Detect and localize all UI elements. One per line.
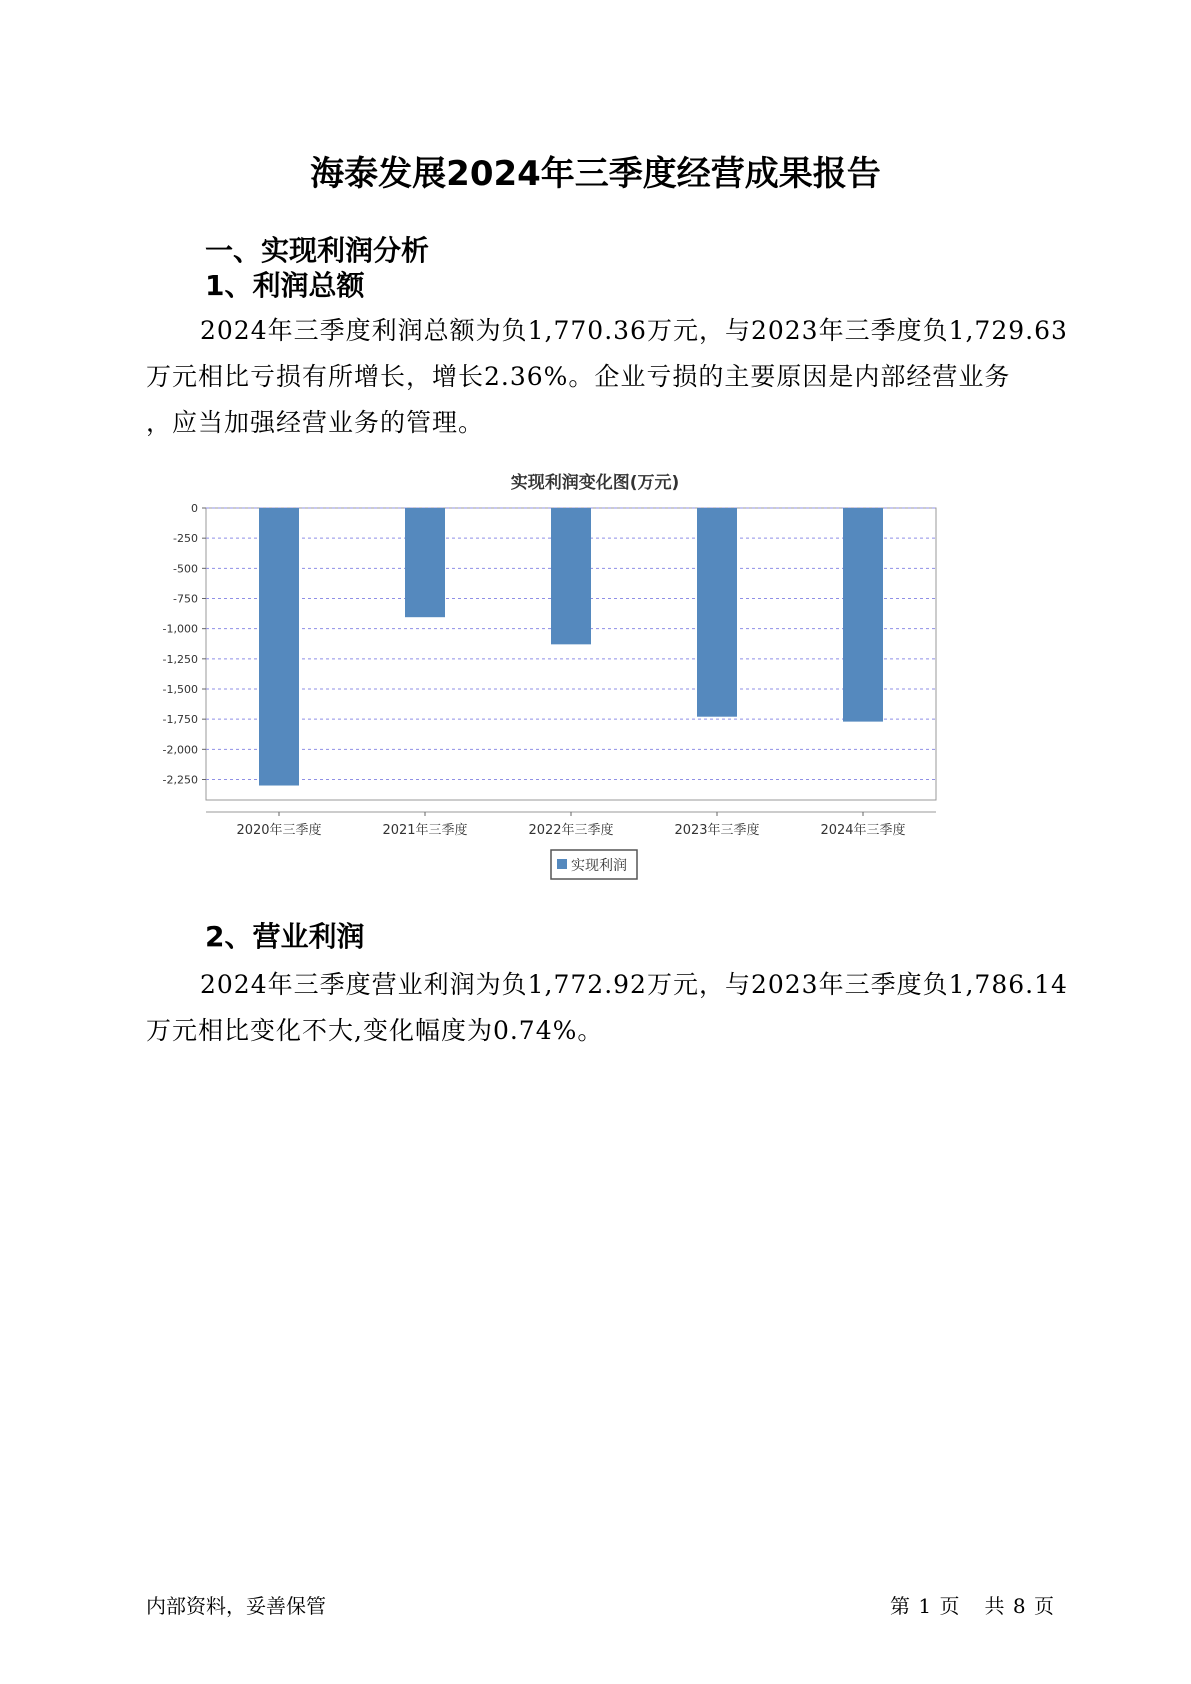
- paragraph-line: 万元相比变化不大,变化幅度为0.74%。: [146, 1016, 604, 1045]
- y-tick-label: -1,750: [162, 713, 198, 727]
- total-profit-paragraph: [146, 308, 1076, 446]
- y-tick-label: 0: [191, 502, 198, 515]
- y-tick-label: -750: [173, 592, 198, 606]
- bar: [697, 508, 737, 717]
- y-tick-label: -1,000: [162, 622, 198, 636]
- x-tick-label: 2020年三季度: [236, 823, 322, 838]
- subheading-total-profit: 1、利润总额: [205, 269, 365, 302]
- page-suffix: 页: [939, 1594, 960, 1618]
- x-tick-label: 2023年三季度: [674, 823, 760, 838]
- x-tick-label: 2024年三季度: [820, 823, 906, 838]
- total-prefix: 共: [984, 1594, 1005, 1618]
- y-tick-label: -250: [173, 532, 198, 546]
- total-pages: 8: [1012, 1594, 1026, 1618]
- bar: [405, 508, 445, 617]
- profit-bar-chart: [160, 473, 1030, 888]
- y-tick-label: -2,000: [162, 743, 198, 757]
- footer-confidential-note: 内部资料，妥善保管: [146, 1594, 326, 1618]
- page-prefix: 第: [890, 1594, 910, 1618]
- section-heading-profit-analysis: 一、实现利润分析: [205, 234, 430, 267]
- page-number: 1: [918, 1594, 932, 1618]
- chart-title: 实现利润变化图(万元): [510, 473, 680, 493]
- paragraph-line: 万元相比亏损有所增长，增长2.36%。企业亏损的主要原因是内部经营业务: [146, 362, 1011, 391]
- bar: [259, 508, 299, 786]
- report-title: 海泰发展2024年三季度经营成果报告: [310, 154, 881, 194]
- subheading-operating-profit: 2、营业利润: [205, 920, 365, 953]
- total-suffix: 页: [1033, 1594, 1054, 1618]
- paragraph-line: ，应当加强经营业务的管理。: [146, 408, 485, 437]
- y-tick-label: -2,250: [162, 773, 198, 787]
- bar: [843, 508, 883, 722]
- paragraph-line: 2024年三季度利润总额为负1,770.36万元，与2023年三季度负1,729.63: [200, 316, 1068, 345]
- footer-page-info: [890, 1590, 1054, 1619]
- y-tick-label: -1,500: [162, 682, 198, 696]
- y-tick-label: -1,250: [162, 652, 198, 666]
- legend-label: 实现利润: [571, 858, 627, 874]
- chart-legend: [551, 850, 637, 879]
- y-tick-label: -500: [173, 562, 198, 576]
- bar: [551, 508, 591, 644]
- operating-profit-paragraph: [146, 962, 1076, 1054]
- legend-swatch: [557, 859, 567, 869]
- paragraph-line: 2024年三季度营业利润为负1,772.92万元，与2023年三季度负1,786.14: [200, 970, 1068, 999]
- x-tick-label: 2022年三季度: [528, 823, 614, 838]
- x-tick-label: 2021年三季度: [382, 823, 468, 838]
